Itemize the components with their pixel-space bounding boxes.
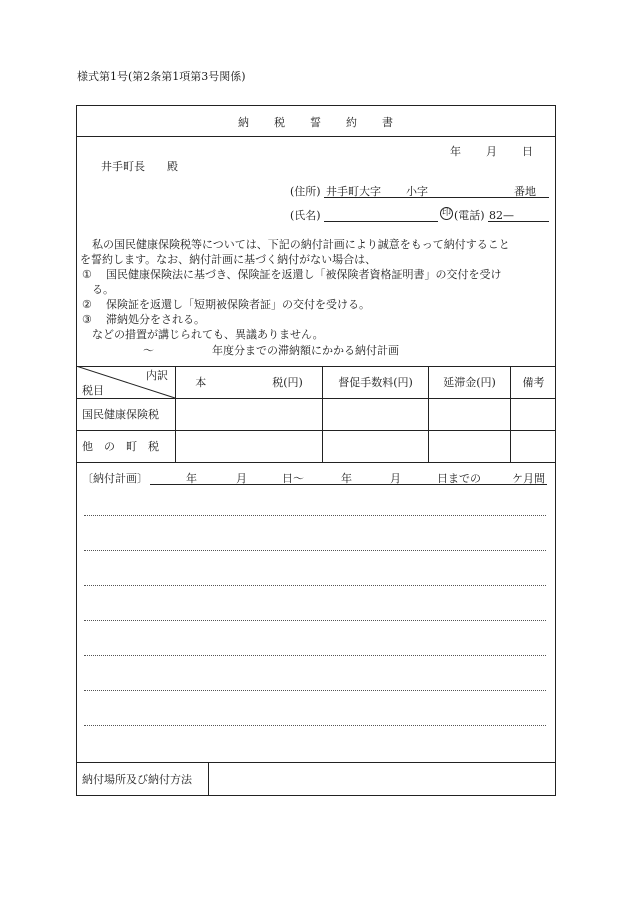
plan-month-2: 月	[390, 472, 401, 485]
payment-method-field[interactable]	[209, 763, 555, 795]
item-3-text: 滞納処分をされる。	[106, 313, 205, 326]
cell-health-delinquency[interactable]	[429, 399, 510, 430]
footer-label: 納付場所及び納付方法	[82, 773, 192, 786]
address-banchi: 番地	[514, 185, 536, 198]
body-paragraph-1b: を誓約します。なお、納付計画に基づく納付がない場合は、	[80, 253, 377, 266]
plan-label: 〔納付計画〕	[82, 472, 148, 485]
corner-top-label: 内訳	[146, 369, 168, 382]
cell-health-tax-amount[interactable]	[176, 399, 322, 430]
plan-until: 日までの	[437, 472, 481, 485]
address-town: 井手町大字	[326, 185, 381, 198]
cell-health-remarks[interactable]	[511, 399, 555, 430]
seal-mark: 印	[441, 208, 451, 218]
phone-label: (電話)	[454, 209, 485, 222]
plan-year-2: 年	[341, 472, 352, 485]
cell-other-fee[interactable]	[323, 431, 428, 462]
date-day-label: 日	[522, 145, 533, 158]
plan-line-2[interactable]	[84, 550, 546, 551]
closing-text: などの措置が講じられても、異議ありません。	[92, 328, 324, 341]
plan-year-1: 年	[186, 472, 197, 485]
name-field[interactable]	[324, 208, 438, 222]
corner-bottom-label: 税目	[82, 384, 104, 397]
cell-other-tax-amount[interactable]	[176, 431, 322, 462]
item-1-number: ①	[82, 268, 92, 281]
item-1-text: 国民健康保険法に基づき、保険証を返還し「被保険者資格証明書」の交付を受け	[106, 268, 502, 281]
phone-prefix: 82—	[489, 209, 514, 222]
body-paragraph-1: 私の国民健康保険税等については、下記の納付計画により誠意をもって納付すること	[92, 238, 510, 251]
cell-other-delinquency[interactable]	[429, 431, 510, 462]
plan-month-1: 月	[236, 472, 247, 485]
plan-heading-tilde: 〜	[143, 344, 154, 357]
form-title: 納 税 誓 約 書	[238, 116, 394, 129]
header-fee: 督促手数料(円)	[338, 376, 413, 389]
plan-line-7[interactable]	[84, 725, 546, 726]
addressee: 井手町長 殿	[101, 160, 178, 173]
item-2-text: 保険証を返還し「短期被保険者証」の交付を受ける。	[106, 298, 370, 311]
plan-day-1: 日〜	[282, 472, 304, 485]
item-2-number: ②	[82, 298, 92, 311]
header-delinquency: 延滞金(円)	[443, 376, 496, 389]
address-label: (住所)	[290, 185, 321, 198]
plan-line-5[interactable]	[84, 655, 546, 656]
row-label-other-tax: 他 の 町 税	[82, 440, 159, 453]
cell-health-fee[interactable]	[323, 399, 428, 430]
address-koaza: 小字	[406, 185, 428, 198]
title-divider	[76, 136, 556, 137]
item-3-number: ③	[82, 313, 92, 326]
plan-line-1[interactable]	[84, 515, 546, 516]
date-month-label: 月	[486, 145, 497, 158]
date-year-label: 年	[450, 145, 461, 158]
header-remarks: 備考	[522, 376, 545, 389]
name-label: (氏名)	[290, 209, 321, 222]
plan-line-3[interactable]	[84, 585, 546, 586]
table-bottom-border	[76, 462, 556, 463]
plan-heading: 年度分までの滞納額にかかる納付計画	[212, 344, 399, 357]
row-label-health-tax: 国民健康保険税	[82, 408, 159, 421]
header-tax: 本 税(円)	[195, 376, 303, 389]
plan-line-6[interactable]	[84, 690, 546, 691]
plan-line-4[interactable]	[84, 620, 546, 621]
cell-other-remarks[interactable]	[511, 431, 555, 462]
form-id: 様式第1号(第2条第1項第3号関係)	[77, 70, 246, 83]
item-1-continuation: る。	[92, 283, 114, 296]
plan-months: ケ月間	[512, 472, 545, 485]
